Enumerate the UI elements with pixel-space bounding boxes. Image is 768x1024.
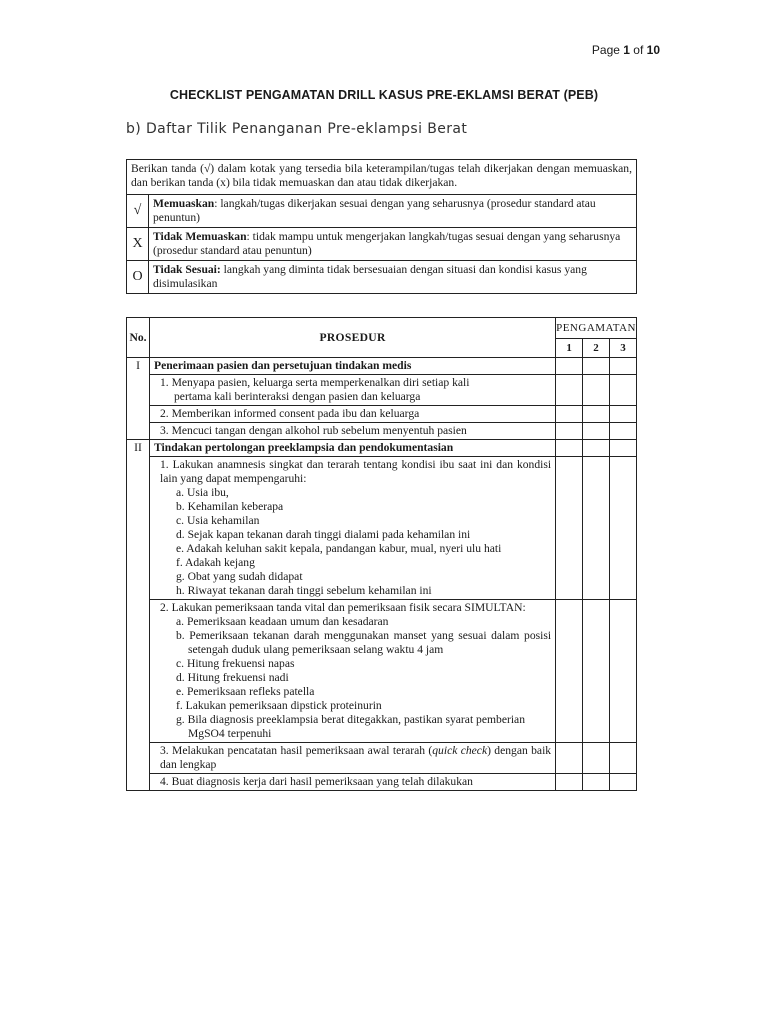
observation-cell[interactable] [610,600,637,743]
header-prosedur: PROSEDUR [150,318,556,358]
observation-cell[interactable] [556,600,583,743]
header-col-2: 2 [583,339,610,358]
observation-cell[interactable] [583,375,610,406]
legend-table [126,159,637,294]
observation-cell[interactable] [610,423,637,440]
observation-cell[interactable] [583,600,610,743]
section-number: I [127,358,150,440]
observation-cell[interactable] [610,440,637,457]
document-title: CHECKLIST PENGAMATAN DRILL KASUS PRE-EKLAMSI BERAT (PEB) [169,88,599,102]
observation-cell[interactable] [583,743,610,774]
observation-cell[interactable] [556,774,583,791]
observation-cell[interactable] [610,358,637,375]
observation-cell[interactable] [610,375,637,406]
observation-cell[interactable] [556,423,583,440]
procedure-item: 1. Menyapa pasien, keluarga serta memperkenalkan diri setiap kali pertama kali berinteraksi dengan pasien dan keluarga [150,375,556,406]
page-number: Page 1 of 10 [591,43,660,57]
legend-row: Tidak Memuaskan: tidak mampu untuk mengerjakan langkah/tugas sesuai dengan yang seharusnya (prosedur standard atau penuntun) [149,228,637,261]
procedure-table [126,317,637,791]
header-col-3: 3 [610,339,637,358]
observation-cell[interactable] [556,358,583,375]
procedure-item: 3. Melakukan pencatatan hasil pemeriksaan awal terarah (quick check) dengan baik dan lengkap [150,743,556,774]
procedure-item: 1. Lakukan anamnesis singkat dan terarah tentang kondisi ibu saat ini dan kondisi lain yang dapat mempengaruhi: a. Usia ibu, b. Kehamilan keberapa c. Usia kehamilan d. Sejak kapan tekanan darah tinggi dialami pada kehamilan ini e. Adakah keluhan sakit kepala, pandangan kabur, mual, nyeri ulu hati f. Adakah kejang g. Obat yang sudah didapat h. Riwayat tekanan darah tinggi sebelum kehamilan ini [150,457,556,600]
observation-cell[interactable] [583,457,610,600]
observation-cell[interactable] [610,406,637,423]
header-col-1: 1 [556,339,583,358]
observation-cell[interactable] [610,774,637,791]
procedure-item: 2. Memberikan informed consent pada ibu dan keluarga [150,406,556,423]
circle-symbol: O [127,261,149,294]
observation-cell[interactable] [583,358,610,375]
observation-cell[interactable] [583,774,610,791]
section-number: II [127,440,150,791]
procedure-item: 4. Buat diagnosis kerja dari hasil pemeriksaan yang telah dilakukan [150,774,556,791]
procedure-item: 2. Lakukan pemeriksaan tanda vital dan pemeriksaan fisik secara SIMULTAN: a. Pemeriksaan keadaan umum dan kesadaran b. Pemeriksaan tekanan darah menggunakan manset yang sesuai dalam posisi setengah duduk ulang pemeriksaan selang waktu 4 jam c. Hitung frekuensi napas d. Hitung frekuensi nadi e. Pemeriksaan refleks patella f. Lakukan pemeriksaan dipstick proteinurin g. Bila diagnosis preeklampsia berat ditegakkan, pastikan syarat pemberian MgSO4 terpenuhi [150,600,556,743]
legend-intro: Berikan tanda (√) dalam kotak yang tersedia bila keterampilan/tugas telah dikerjakan dengan memuaskan, dan berikan tanda (x) bila tidak memuaskan dan atau tidak dikerjakan. [127,160,637,195]
section-title: Penerimaan pasien dan persetujuan tindakan medis [150,358,556,375]
cross-symbol: X [127,228,149,261]
legend-row: Memuaskan: langkah/tugas dikerjakan sesuai dengan yang seharusnya (prosedur standard atau penuntun) [149,195,637,228]
observation-cell[interactable] [556,457,583,600]
section-title: Tindakan pertolongan preeklampsia dan pendokumentasian [150,440,556,457]
section-subtitle: b) Daftar Tilik Penanganan Pre-eklampsi Berat [126,121,468,137]
observation-cell[interactable] [583,440,610,457]
observation-cell[interactable] [556,406,583,423]
observation-cell[interactable] [583,423,610,440]
observation-cell[interactable] [583,406,610,423]
observation-cell[interactable] [556,743,583,774]
checkmark-symbol: √ [127,195,149,228]
legend-row: Tidak Sesuai: langkah yang diminta tidak bersesuaian dengan situasi dan kondisi kasus yang disimulasikan [149,261,637,294]
observation-cell[interactable] [610,743,637,774]
header-no: No. [127,318,150,358]
observation-cell[interactable] [610,457,637,600]
procedure-item: 3. Mencuci tangan dengan alkohol rub sebelum menyentuh pasien [150,423,556,440]
header-pengamatan: PENGAMATAN [556,318,637,339]
observation-cell[interactable] [556,375,583,406]
observation-cell[interactable] [556,440,583,457]
